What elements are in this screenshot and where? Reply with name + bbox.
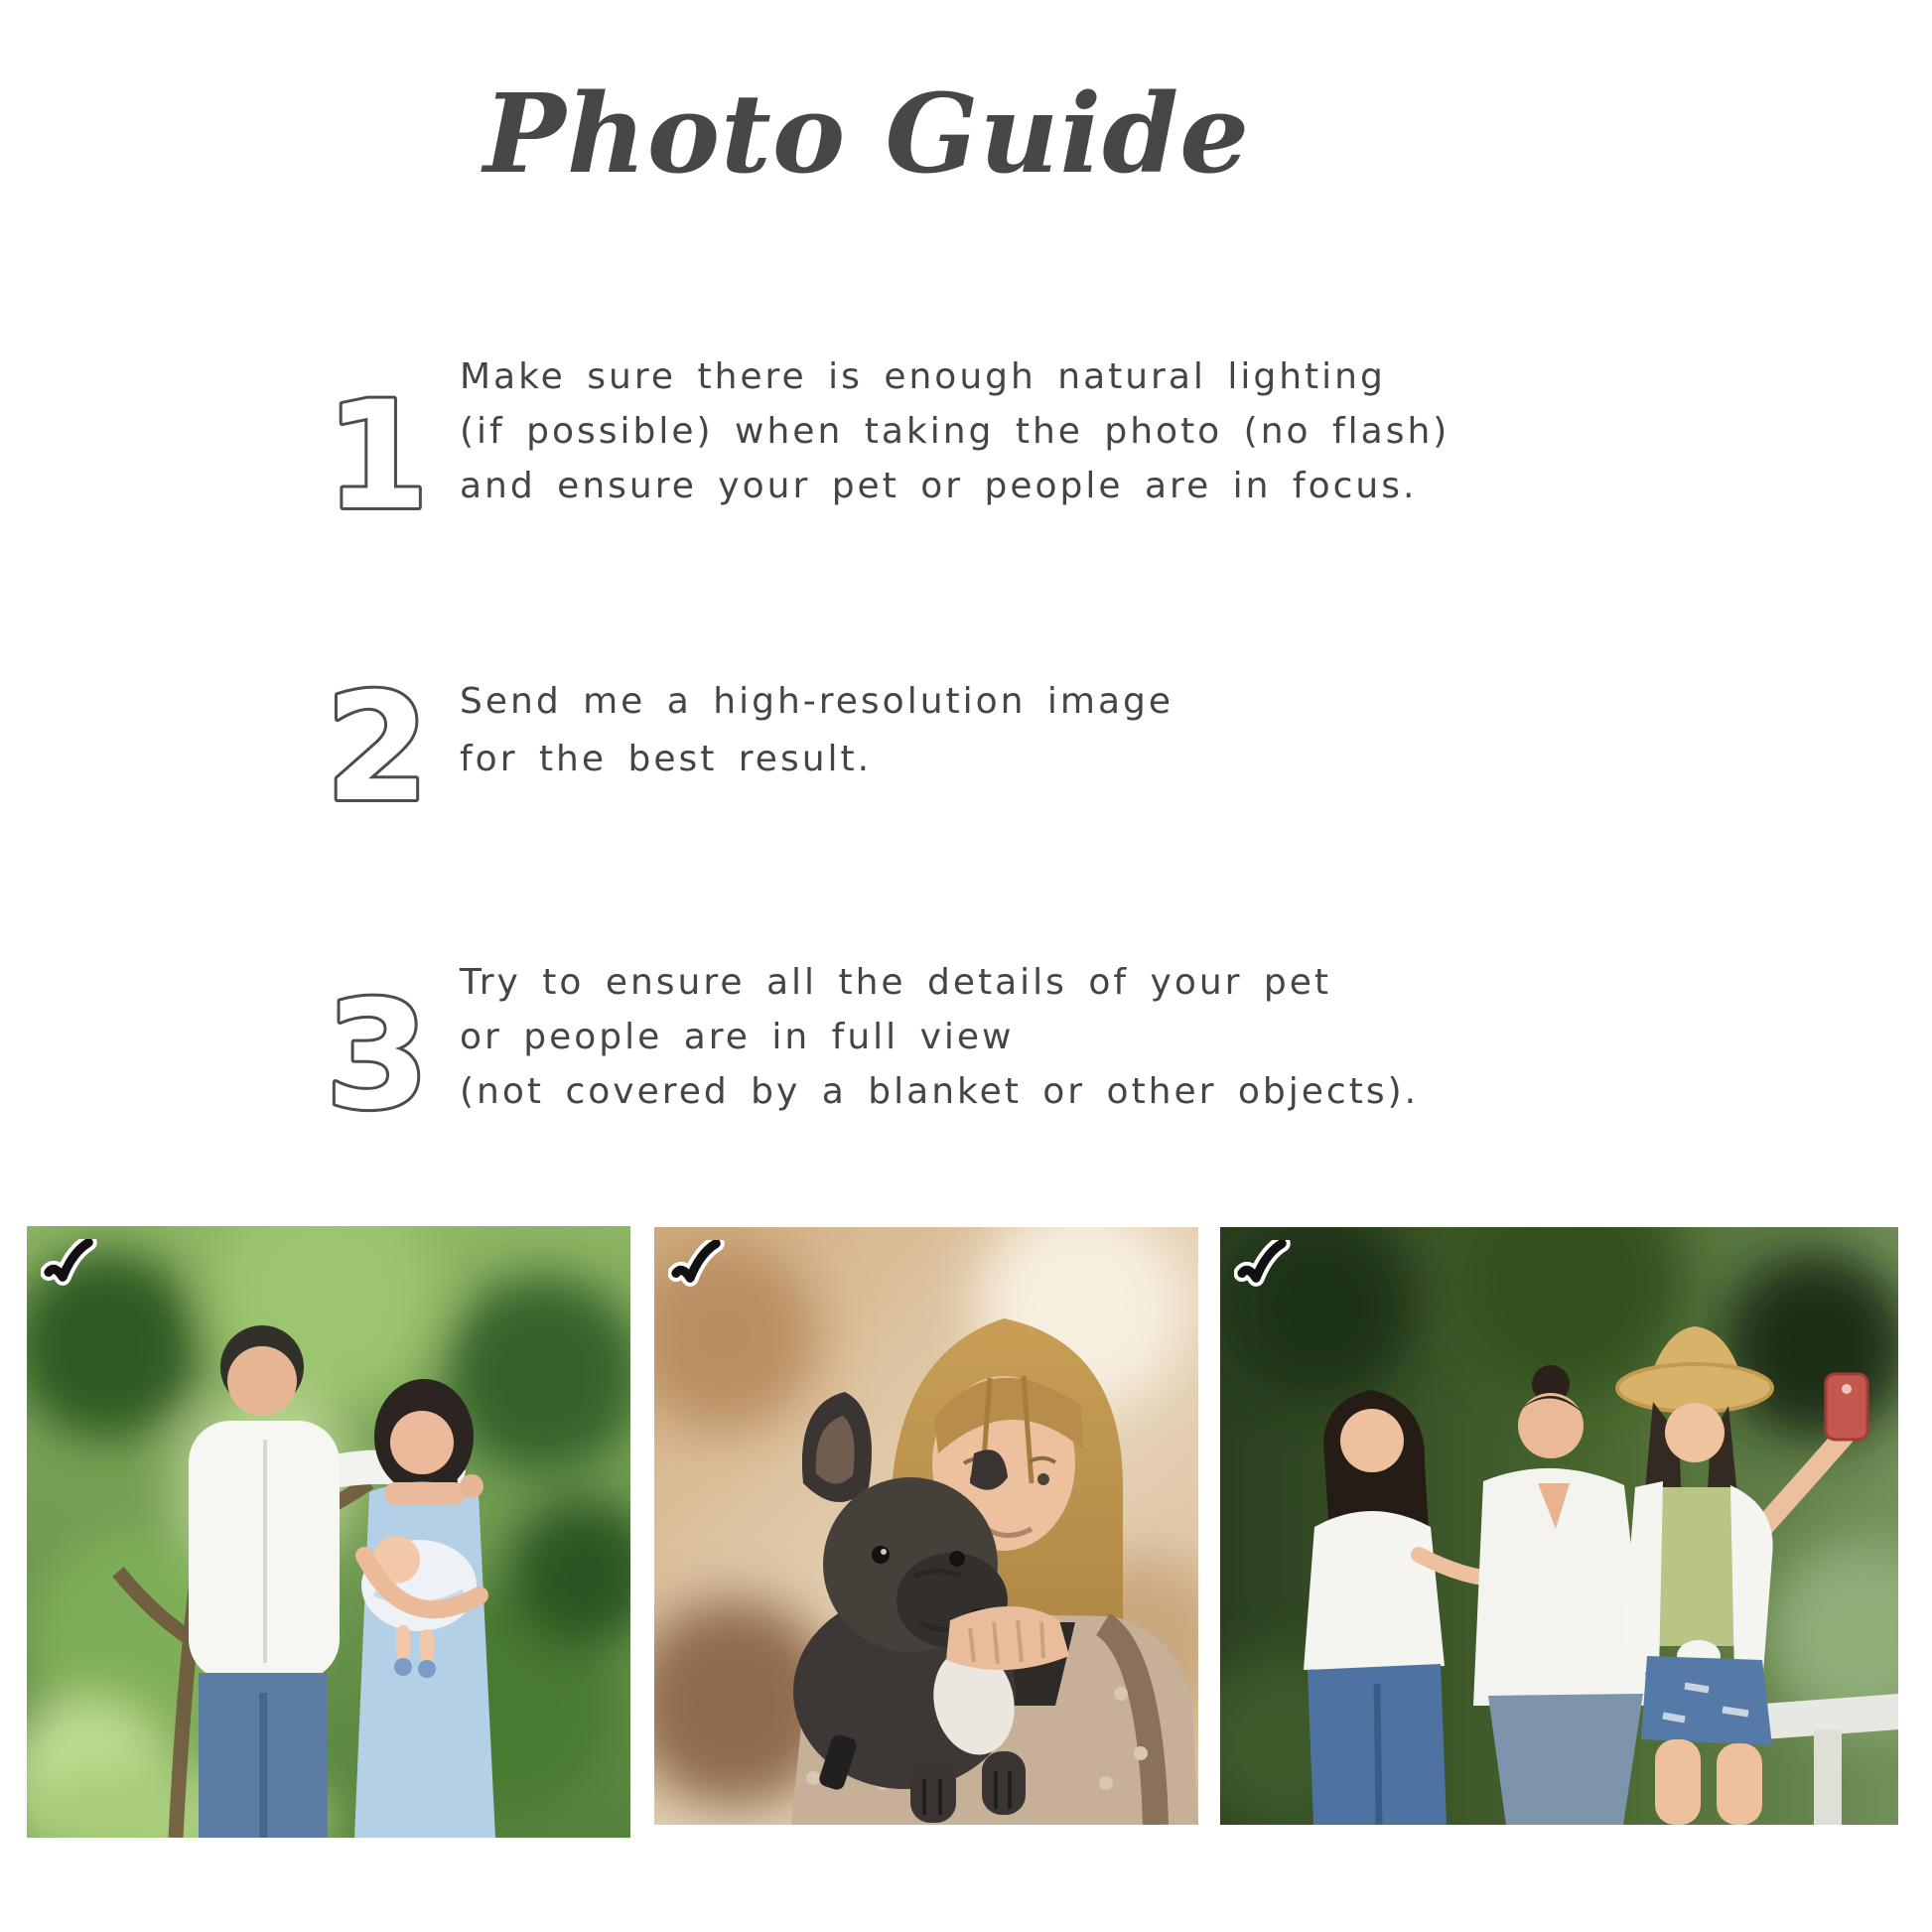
example-photo-selfie — [1220, 1227, 1898, 1825]
step-2-text — [460, 673, 1173, 788]
step-3-line-2: or people are in full view — [460, 1017, 1015, 1057]
selfie-photo-illustration — [1220, 1227, 1898, 1825]
dog-photo-illustration — [654, 1227, 1198, 1825]
step-2-line-1: Send me a high-resolution image — [460, 681, 1174, 722]
checkmark-icon — [41, 1239, 98, 1293]
step-1-line-3: and ensure your pet or people are in focus. — [460, 466, 1418, 506]
step-3-line-1: Try to ensure all the details of your pet — [460, 962, 1332, 1003]
step-1-number-glyph: 1 — [325, 370, 430, 539]
step-2-number-glyph: 2 — [325, 662, 430, 831]
step-1-number — [298, 365, 457, 539]
step-3-line-3: (not covered by a blanket or other objects). — [460, 1071, 1420, 1112]
checkmark-icon — [668, 1240, 726, 1294]
step-1-text — [460, 349, 1449, 513]
example-photo-family — [27, 1226, 630, 1838]
step-3-text — [460, 955, 1419, 1119]
step-1-line-1: Make sure there is enough natural lighting — [460, 356, 1386, 397]
step-1-line-2: (if possible) when taking the photo (no flash) — [460, 411, 1450, 452]
checkmark-icon — [1234, 1240, 1292, 1294]
step-2-line-2: for the best result. — [460, 739, 873, 779]
step-3-number — [298, 965, 457, 1139]
family-photo-illustration — [27, 1226, 630, 1838]
step-3-number-glyph: 3 — [325, 970, 430, 1139]
page-title: Photo Guide — [483, 69, 1251, 198]
step-2-number — [298, 657, 457, 831]
example-photo-dog — [654, 1227, 1198, 1825]
